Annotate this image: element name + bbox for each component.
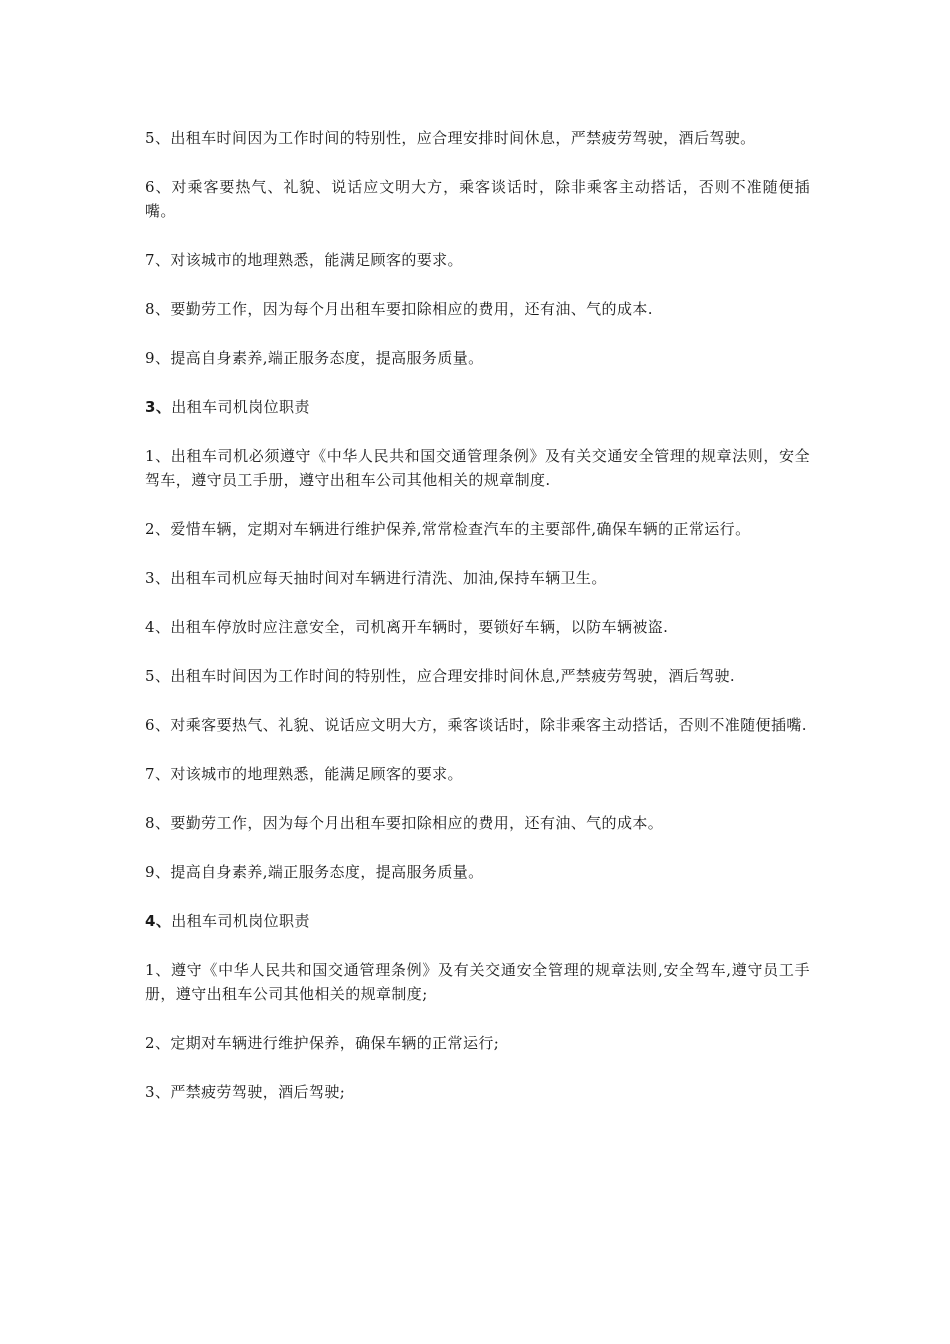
paragraph: 7、对该城市的地理熟悉，能满足顾客的要求。 — [145, 251, 463, 269]
paragraph: 1、遵守《中华人民共和国交通管理条例》及有关交通安全管理的规章法则,安全驾车,遵守员工手册，遵守出租车公司其他相关的规章制度; — [145, 961, 810, 1003]
paragraph: 2、爱惜车辆，定期对车辆进行维护保养,常常检查汽车的主要部件,确保车辆的正常运行。 — [145, 520, 751, 538]
paragraph: 2、定期对车辆进行维护保养，确保车辆的正常运行; — [145, 1034, 500, 1052]
paragraph: 7、对该城市的地理熟悉，能满足顾客的要求。 — [145, 765, 463, 783]
paragraph: 4、出租车停放时应注意安全，司机离开车辆时，要锁好车辆，以防车辆被盗. — [145, 618, 669, 636]
paragraph: 3、严禁疲劳驾驶，酒后驾驶; — [145, 1083, 346, 1101]
section-heading — [145, 909, 810, 933]
section-number: 3、 — [145, 398, 172, 416]
paragraph: 6、对乘客要热气、礼貌、说话应文明大方，乘客谈话时，除非乘客主动搭话，否则不准随便插嘴。 — [145, 178, 810, 220]
document-page — [145, 126, 810, 1129]
paragraph: 1、出租车司机必须遵守《中华人民共和国交通管理条例》及有关交通安全管理的规章法则，安全驾车，遵守员工手册，遵守出租车公司其他相关的规章制度. — [145, 447, 810, 489]
section-title: 出租车司机岗位职责 — [171, 398, 310, 416]
section-title: 出租车司机岗位职责 — [171, 912, 310, 930]
section-number: 4、 — [145, 912, 172, 930]
section-heading — [145, 395, 810, 419]
paragraph: 8、要勤劳工作，因为每个月出租车要扣除相应的费用，还有油、气的成本. — [145, 300, 653, 318]
paragraph: 5、出租车时间因为工作时间的特别性，应合理安排时间休息，严禁疲劳驾驶，酒后驾驶。 — [145, 129, 756, 147]
paragraph: 5、出租车时间因为工作时间的特别性，应合理安排时间休息,严禁疲劳驾驶，酒后驾驶. — [145, 667, 736, 685]
paragraph: 6、对乘客要热气、礼貌、说话应文明大方，乘客谈话时，除非乘客主动搭话，否则不准随便插嘴. — [145, 716, 807, 734]
paragraph: 8、要勤劳工作，因为每个月出租车要扣除相应的费用，还有油、气的成本。 — [145, 814, 664, 832]
paragraph: 3、出租车司机应每天抽时间对车辆进行清洗、加油,保持车辆卫生。 — [145, 569, 607, 587]
paragraph: 9、提高自身素养,端正服务态度，提高服务质量。 — [145, 863, 484, 881]
paragraph: 9、提高自身素养,端正服务态度，提高服务质量。 — [145, 349, 484, 367]
